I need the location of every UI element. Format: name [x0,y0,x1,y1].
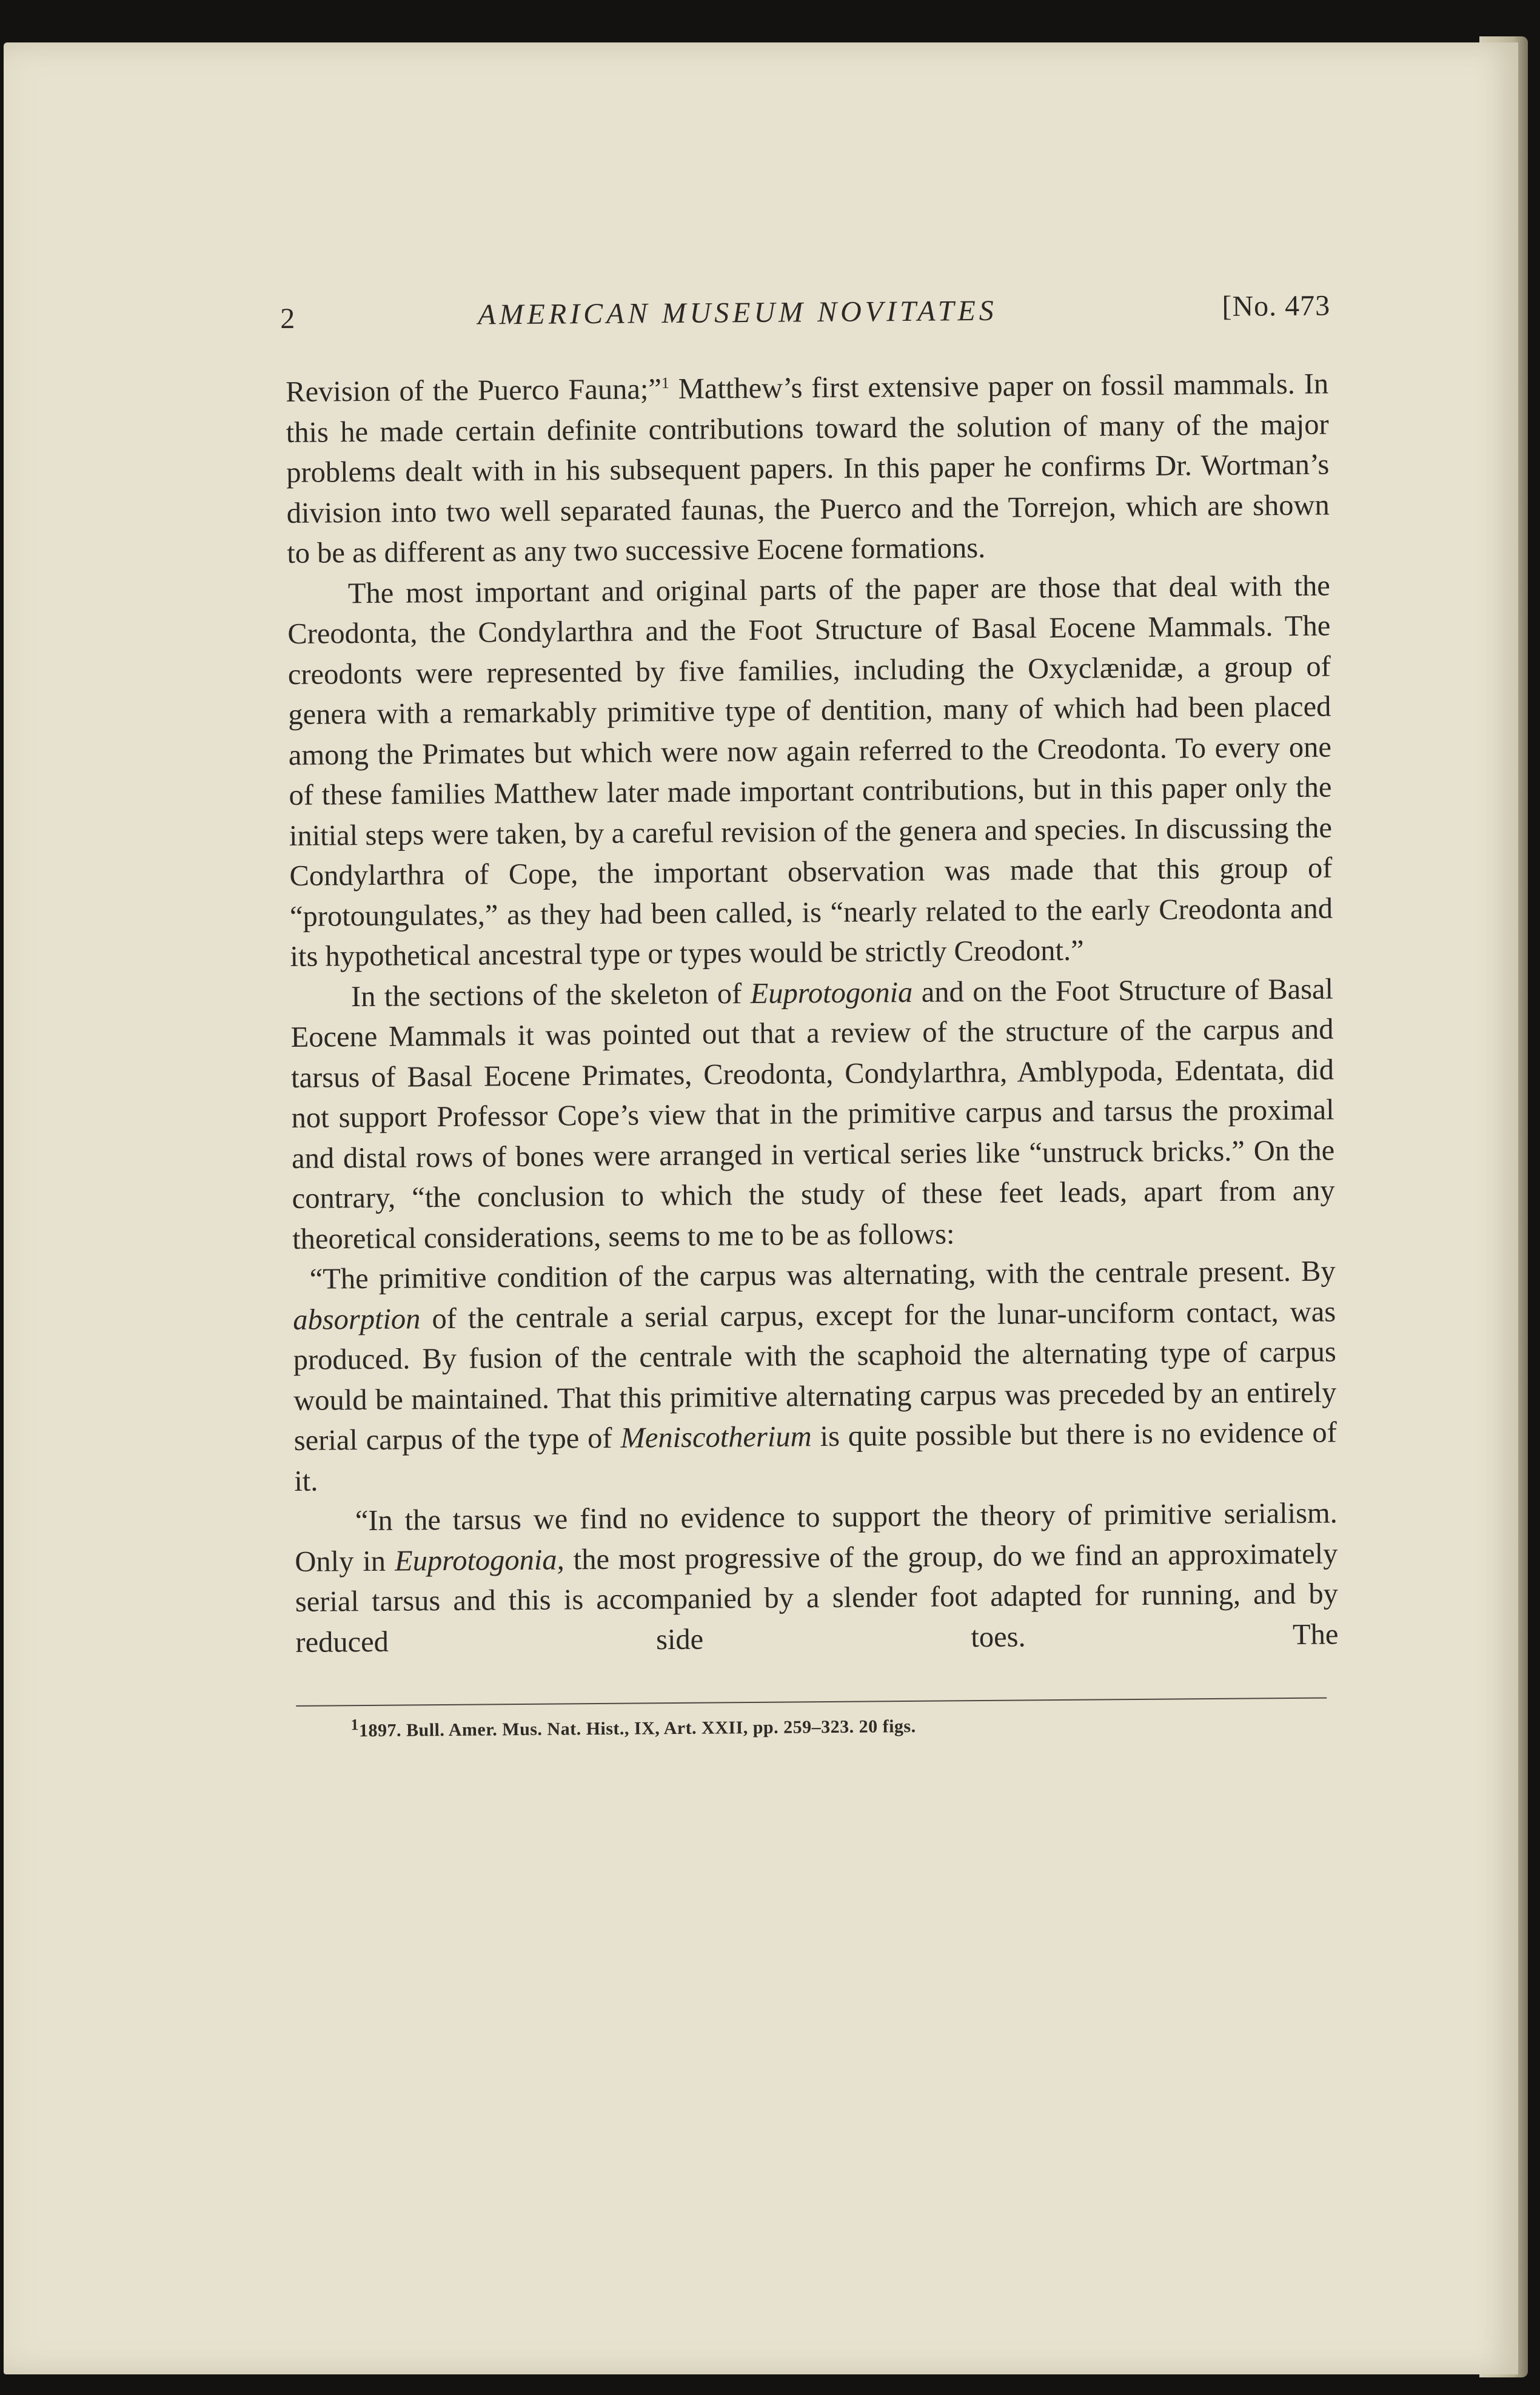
paragraph-text: Revision of the Puerco Fauna;” [286,373,662,408]
paragraph-text: “The primitive condition of the carpus was alternating, with the centrale present. By [309,1255,1336,1295]
paragraph-1 [286,364,1330,574]
italic-genus: Meniscotherium [620,1420,812,1454]
journal-title: AMERICAN MUSEUM NOVITATES [478,294,997,331]
paragraph-text: and on the Foot Structure of Basal Eocene Mammals it was pointed out that a review of the structure of the carpus and tarsus of Basal Eocene Primates, Creodonta, Condylarthra, Amblypoda, Edentata, did not support Professor Cope’s view that in the primitive carpus and tarsus the proximal and distal rows of bones were arranged in vertical series like “unstruck bricks.” On the contrary, “the conclusion to which the study of these feet leads, apart from any theoretical considerations, seems to me to be as follows: [290,972,1335,1255]
body-text [286,364,1339,1662]
text-block [280,289,1339,1741]
paragraph-text: of the centrale a serial carpus, except for the lunar-unciform contact, was produced. By fusion of the centrale with the scaphoid the alternating type of carpus would be maintained. That this primitive alternating carpus was preceded by an entirely serial carpus of the type of [293,1295,1337,1457]
paragraph-5 [295,1493,1339,1663]
issue-number: [No. 473 [1222,289,1331,323]
paragraph-text: Matthew’s first extensive paper on fossil mammals. In this he made certain definite contributions toward the solution of many of the major problems dealt with in his subsequent papers. In this paper he confirms Dr. Wortman’s division into two well separated faunas, the Puerco and the Torrejon, which are shown to be as different as any two successive Eocene formations. [286,368,1330,569]
paragraph-text: the most progressive of the group, do we find an approximately serial tarsus and this is accompanied by a slender foot adapted for running, and by reduced side toes. The [295,1537,1339,1659]
italic-term: absorption [293,1302,421,1336]
paragraph-text: “In the tarsus we find no evidence to support the theory of primitive serialism. Only in [295,1497,1338,1578]
footnote-rule [296,1698,1327,1707]
page-number: 2 [280,302,295,335]
paragraph-3 [290,969,1336,1260]
footnote-ref[interactable]: 1 [661,374,669,392]
running-head [280,289,1331,340]
paragraph-4 [292,1251,1337,1501]
paragraph-text: In the sections of the skeleton of [350,977,751,1013]
italic-genus: Euprotogonia, [394,1543,564,1577]
footnote-text: 1897. Bull. Amer. Mus. Nat. Hist., IX, Art. XXII, pp. 259–323. 20 figs. [358,1716,916,1741]
footnote-marker: 1 [350,1716,360,1734]
paragraph-2: The most important and original parts of the paper are those that deal with the Creodonta, the Condylarthra and the Foot Structure of Basal Eocene Mammals. The creodonts were represented by five families, including the Oxyclænidæ, a group of genera with a remarkably primitive type of dentition, many of which had been placed among the Primates but which were now again referred to the Creodonta. To every one of these families Matthew later made important contributions, but in this paper only the initial steps were taken, by a careful revision of the genera and species. In discussing the Condylarthra of Cope, the important observation was made that this group of “protoungulates,” as they had been called, is “nearly related to the early Creodonta and its hypothetical ancestral type or types would be strictly Creodont.” [287,569,1333,973]
italic-genus: Euprotogonia [750,976,913,1010]
paragraph-text: is quite possible but there is no evidence of it. [294,1416,1337,1497]
